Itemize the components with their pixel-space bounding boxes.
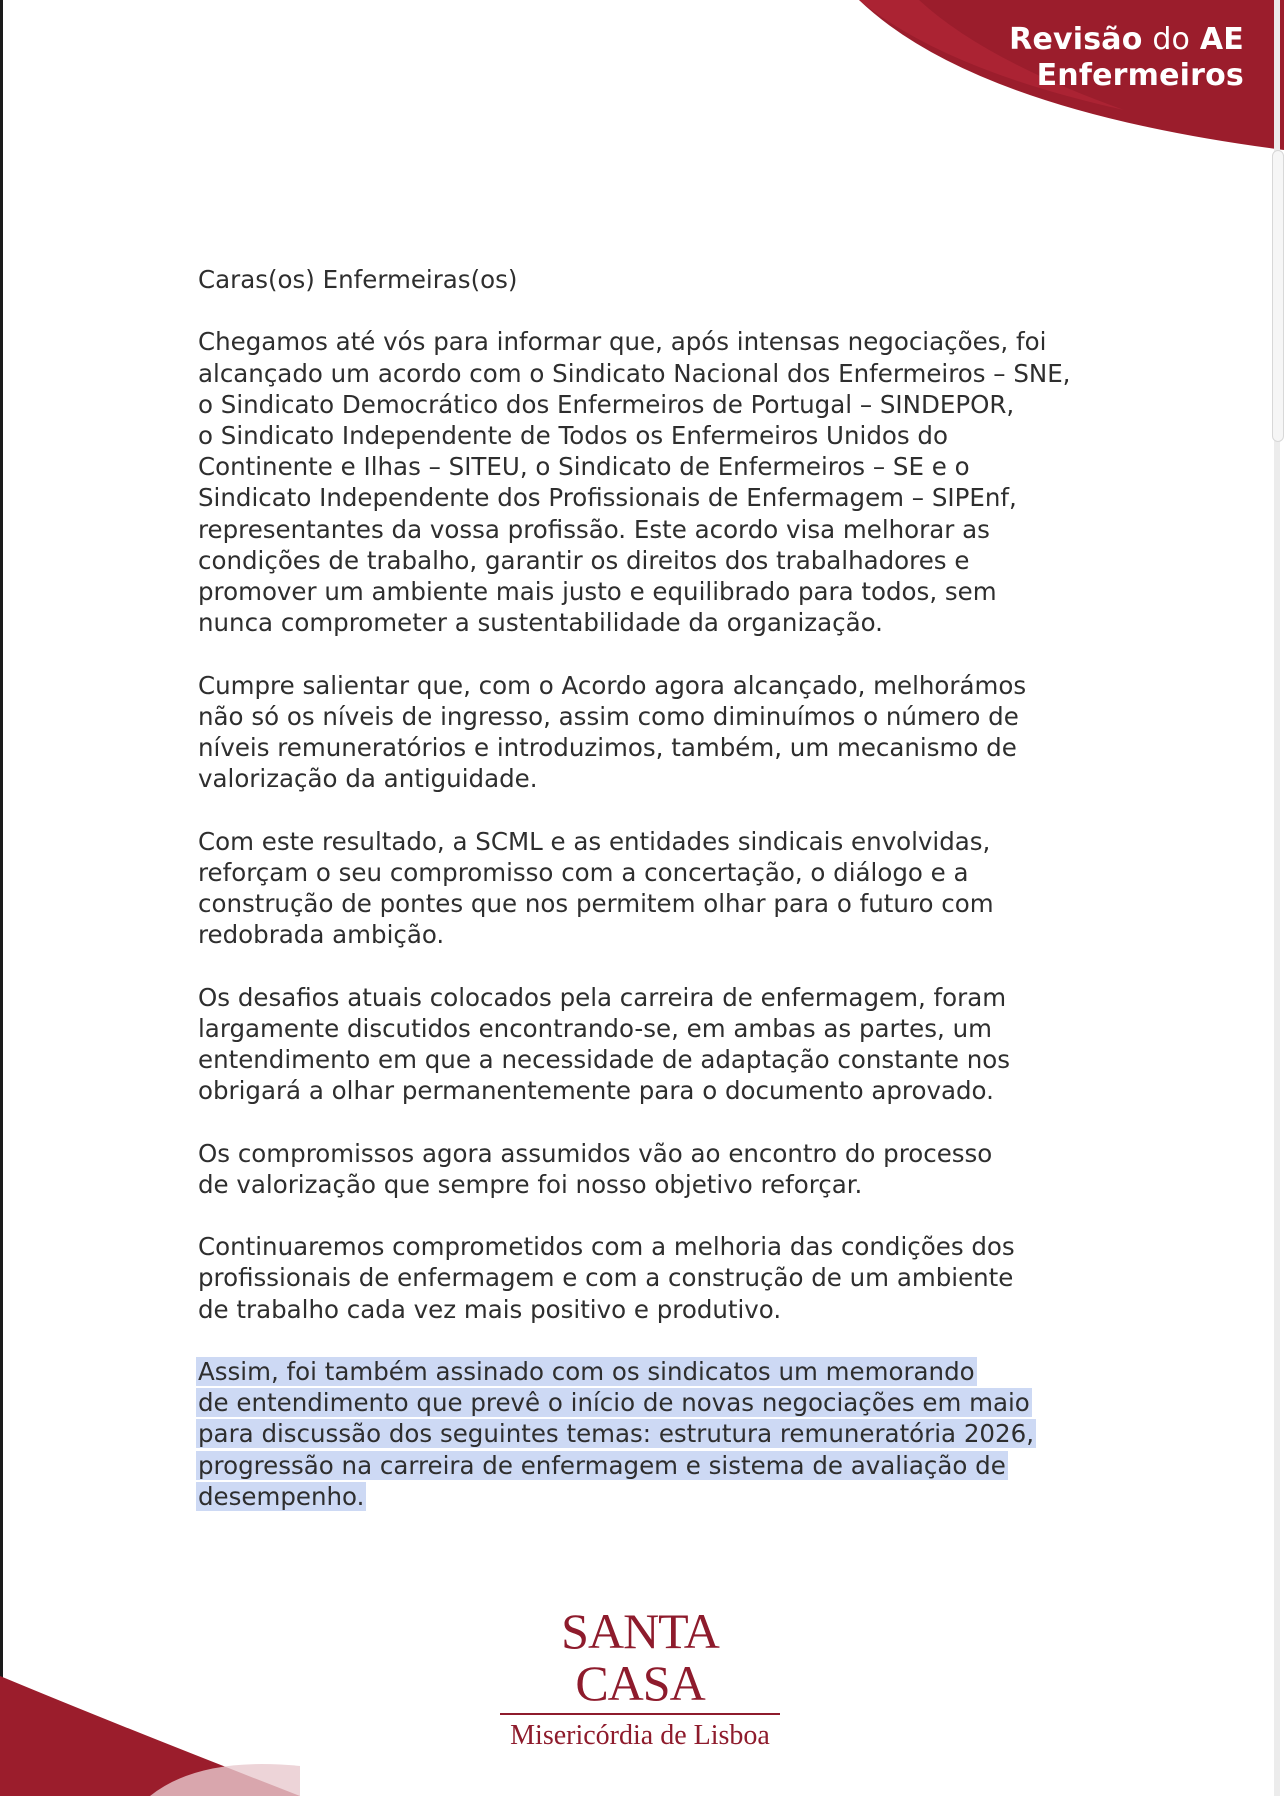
text-line: nunca comprometer a sustentabilidade da organização. [198, 608, 883, 638]
text-line: o Sindicato Democrático dos Enfermeiros de Portugal – SINDEPOR, [198, 389, 1015, 419]
window-left-border [0, 0, 3, 1796]
text-line: valorização da antiguidade. [198, 764, 538, 794]
text-line: Sindicato Independente dos Profissionais de Enfermagem – SIPEnf, [198, 483, 1017, 513]
selected-text-line[interactable]: Assim, foi também assinado com os sindicatos um memorando [198, 1357, 975, 1386]
text-line: Os desafios atuais colocados pela carreira de enfermagem, foram [198, 982, 1007, 1012]
text-line: obrigará a olhar permanentemente para o documento aprovado. [198, 1076, 994, 1106]
text-line: entendimento em que a necessidade de adaptação constante nos [198, 1045, 1011, 1075]
title-word-ae: AE [1199, 22, 1244, 57]
selected-text-line[interactable]: para discussão dos seguintes temas: estrutura remuneratória 2026, [198, 1419, 1034, 1449]
text-line: de valorização que sempre foi nosso objetivo reforçar. [198, 1169, 863, 1199]
title-word-do: do [1152, 22, 1191, 57]
text-line: Continuaremos comprometidos com a melhoria das condições dos [198, 1232, 1015, 1262]
text-line: redobrada ambição. [198, 920, 445, 950]
footer-swoosh [0, 1656, 300, 1796]
text-line: alcançado um acordo com o Sindicato Nacional dos Enfermeiros – SNE, [198, 358, 1071, 388]
text-line: Os compromissos agora assumidos vão ao encontro do processo [198, 1138, 993, 1168]
greeting: Caras(os) Enfermeiras(os) [198, 265, 518, 294]
text-line: largamente discutidos encontrando-se, em ambas as partes, um [198, 1013, 992, 1043]
santa-casa-logo [500, 1605, 780, 1753]
text-line: o Sindicato Independente de Todos os Enfermeiros Unidos do [198, 421, 948, 450]
logo-main-text: SANTA CASA [500, 1605, 780, 1715]
paragraph [198, 982, 1148, 1107]
text-line: não só os níveis de ingresso, assim como diminuímos o número de [198, 701, 1019, 731]
letter-body [198, 264, 1148, 1543]
scrollbar-thumb[interactable] [1272, 150, 1284, 442]
selected-text-line[interactable]: desempenho. [198, 1481, 365, 1511]
text-line: condições de trabalho, garantir os direitos dos trabalhadores e [198, 545, 970, 575]
text-line: Continente e Ilhas – SITEU, o Sindicato de Enfermeiros – SE e o [198, 452, 970, 482]
paragraph [198, 670, 1148, 795]
text-line: Cumpre salientar que, com o Acordo agora alcançado, melhorámos [198, 670, 1027, 700]
text-line: de trabalho cada vez mais positivo e produtivo. [198, 1294, 782, 1324]
highlighted-paragraph[interactable] [198, 1356, 1148, 1512]
text-line: promover um ambiente mais justo e equilibrado para todos, sem [198, 577, 997, 607]
paragraph [198, 826, 1148, 951]
logo-sub-text: Misericórdia de Lisboa [510, 1720, 770, 1751]
paragraph [198, 1138, 1148, 1200]
selected-text-line[interactable]: progressão na carreira de enfermagem e sistema de avaliação de [198, 1450, 1006, 1480]
title-word-revisao: Revisão [1009, 22, 1143, 57]
title-word-enfermeiros: Enfermeiros [1036, 58, 1244, 93]
text-line: níveis remuneratórios e introduzimos, também, um mecanismo de [198, 733, 1017, 763]
document-title [1009, 22, 1244, 94]
paragraph [198, 1231, 1148, 1325]
text-line: profissionais de enfermagem e com a construção de um ambiente [198, 1263, 1014, 1293]
selected-text-line[interactable]: de entendimento que prevê o início de novas negociações em maio [198, 1388, 1030, 1418]
text-line: reforçam o seu compromisso com a concertação, o diálogo e a [198, 857, 969, 887]
text-line: representantes da vossa profissão. Este acordo visa melhorar as [198, 514, 990, 544]
paragraph [198, 326, 1148, 638]
text-line: Chegamos até vós para informar que, após intensas negociações, foi [198, 327, 1047, 357]
text-line: Com este resultado, a SCML e as entidades sindicais envolvidas, [198, 826, 991, 856]
text-line: construção de pontes que nos permitem olhar para o futuro com [198, 889, 994, 919]
